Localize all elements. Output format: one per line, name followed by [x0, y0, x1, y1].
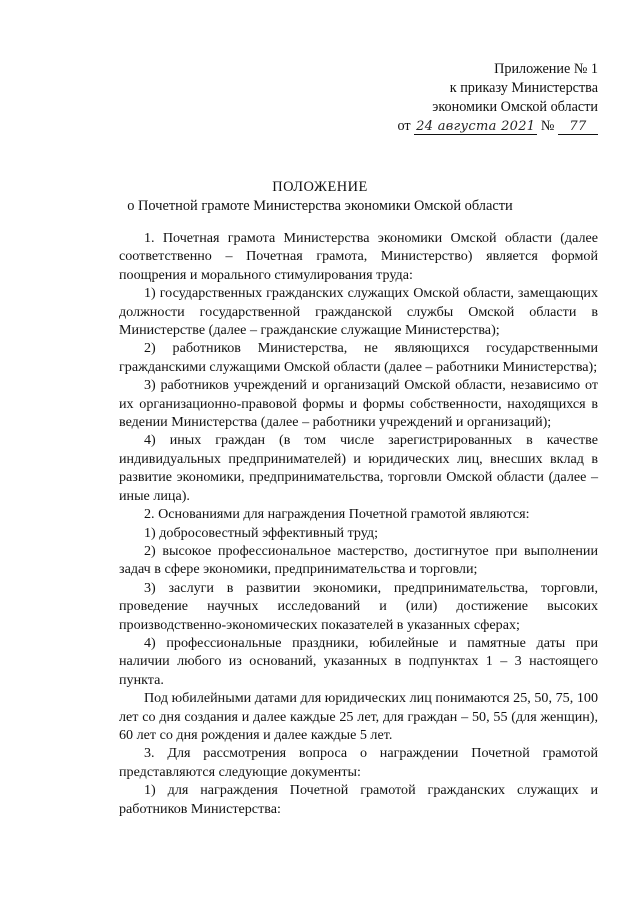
number-prefix: №: [540, 118, 555, 134]
paragraph: 1) добросовестный эффективный труд;: [144, 524, 379, 541]
document-body: [119, 229, 598, 818]
title-subtitle: о Почетной грамоте Министерства экономики Омской области: [127, 198, 513, 214]
order-date-line: [398, 117, 598, 136]
paragraph: 4) иных граждан (в том числе зарегистрированных в качестве индивидуальных предпринимателей) и юридических лиц, внесших вклад в развитие экономики, предпринимательства, торговли Омской области (далее – иные лица).: [119, 432, 598, 504]
paragraph: 4) профессиональные праздники, юбилейные и памятные даты при наличии любого из оснований, указанных в подпунктах 1 – 3 настоящего пункта.: [119, 634, 598, 688]
appendix-header: [398, 60, 598, 136]
date-prefix: от: [397, 118, 411, 134]
paragraph: 1. Почетная грамота Министерства экономики Омской области (далее соответственно – Почетная грамота, Министерство) является формой поощрения и морального стимулирования труда:: [119, 230, 598, 283]
paragraph: 2) высокое профессиональное мастерство, достигнутое при выполнении задач в сфере экономики, предпринимательства и торговли;: [119, 542, 598, 578]
appendix-order-ref: к приказу Министерства: [449, 80, 598, 96]
paragraph: 1) для награждения Почетной грамотой гражданских служащих и работников Министерства:: [119, 782, 598, 817]
paragraph: 2. Основаниями для награждения Почетной грамотой являются:: [144, 506, 530, 523]
paragraph: 3. Для рассмотрения вопроса о награждении Почетной грамотой представляются следующие документы:: [119, 745, 598, 780]
paragraph: 3) работников учреждений и организаций Омской области, независимо от их организационно-правовой формы и формы собственности, находящихся в ведении Министерства (далее – работники учреждений и организаций);: [119, 377, 598, 431]
handwritten-number: 77: [558, 119, 598, 135]
handwritten-date: 24 августа 2021: [416, 119, 536, 134]
appendix-ministry: экономики Омской области: [432, 99, 598, 115]
paragraph: 3) заслуги в развитии экономики, предпринимательства, торговли, проведение научных исследований и (или) достижение высоких производственно-экономических показателей в указанных сферах;: [119, 579, 598, 633]
paragraph: 1) государственных гражданских служащих Омской области, замещающих должности государственной гражданской службы Омской области в Министерстве (далее – гражданские служащие Министерства);: [119, 285, 598, 339]
paragraph: 2) работников Министерства, не являющихся государственными гражданскими служащими Омской области (далее – работники Министерства);: [119, 340, 598, 375]
title-main: ПОЛОЖЕНИЕ: [272, 179, 368, 195]
document-title: [0, 178, 640, 216]
appendix-number: Приложение № 1: [494, 61, 598, 77]
paragraph: Под юбилейными датами для юридических лиц понимаются 25, 50, 75, 100 лет со дня создания и далее каждые 25 лет, для граждан – 50, 55 (для женщин), 60 лет со дня рождения и далее каждые 5 лет.: [119, 690, 598, 743]
